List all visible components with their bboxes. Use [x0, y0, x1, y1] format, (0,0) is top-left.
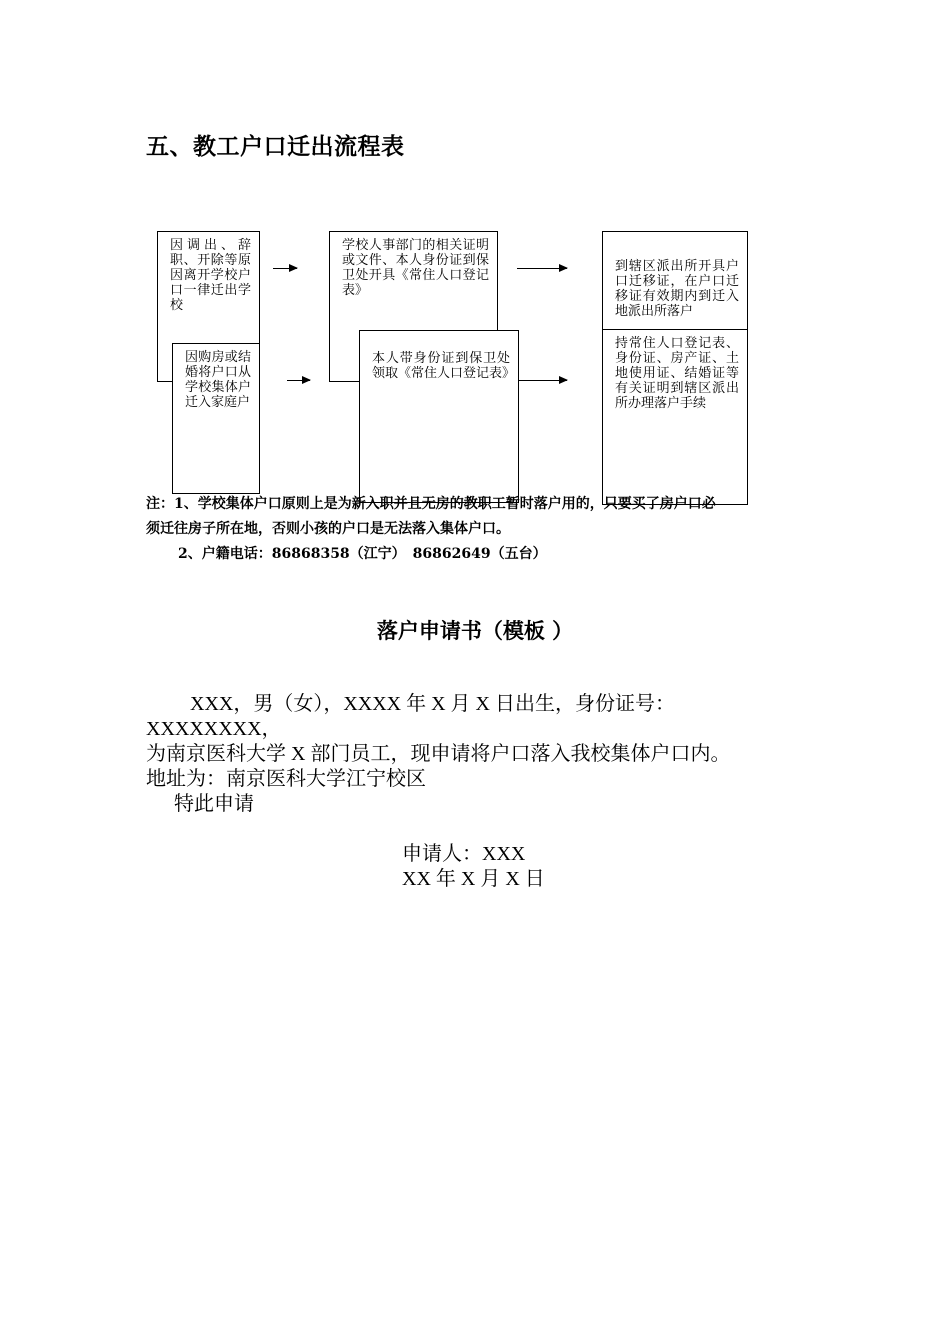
- flow-box-reason-leave: 因调出、辞职、开除等原因离开学校户口一律迁出学校: [157, 231, 260, 382]
- arrow-right-icon: [517, 268, 567, 269]
- application-line-2: XXXXXXXX，: [146, 718, 282, 740]
- flow-box-hr-proof: 学校人事部门的相关证明或文件、本人身份证到保卫处开具《常住人口登记表》: [329, 231, 498, 382]
- application-line-5: 特此申请: [174, 793, 254, 815]
- flow-box-buy-house: 因购房或结婚将户口从学校集体户迁入家庭户: [172, 343, 260, 494]
- flow-box-police-move: 到辖区派出所开具户口迁移证，在户口迁移证有效期内到迁入地派出所落户: [602, 231, 748, 330]
- arrow-right-icon: [287, 380, 310, 381]
- application-line-4: 地址为：南京医科大学江宁校区: [146, 768, 426, 790]
- notes: [146, 492, 816, 567]
- arrow-right-icon: [519, 380, 567, 381]
- note-2: 2、户籍电话：86868358（江宁） 86862649（五台）: [178, 546, 547, 562]
- flow-box-police-settle: 持常住人口登记表、身份证、房产证、土地使用证、结婚证等有关证明到辖区派出所办理落户手续: [602, 329, 748, 505]
- application-line-3: 为南京医科大学 X 部门员工，现申请将户口落入我校集体户口内。: [146, 743, 731, 765]
- application-date: XX 年 X 月 X 日: [402, 868, 545, 890]
- note-1-line-1: 注：1、学校集体户口原则上是为新入职并且无房的教职工暂时落户用的，只要买了房户口必: [146, 496, 716, 512]
- flow-box-id-card: 本人带身份证到保卫处领取《常住人口登记表》: [359, 330, 519, 503]
- page-title: 五、教工户口迁出流程表: [146, 134, 405, 160]
- application-line-1: XXX，男（女），XXXX 年 X 月 X 日出生，身份证号：: [190, 693, 675, 715]
- note-1-line-2: 须迁往房子所在地，否则小孩的户口是无法落入集体户口。: [146, 521, 510, 537]
- arrow-right-icon: [273, 268, 297, 269]
- application-heading: 落户申请书（模板 ）: [376, 619, 574, 643]
- application-body: [146, 692, 826, 817]
- signature-block: [402, 842, 545, 892]
- applicant-name: 申请人：XXX: [402, 843, 526, 865]
